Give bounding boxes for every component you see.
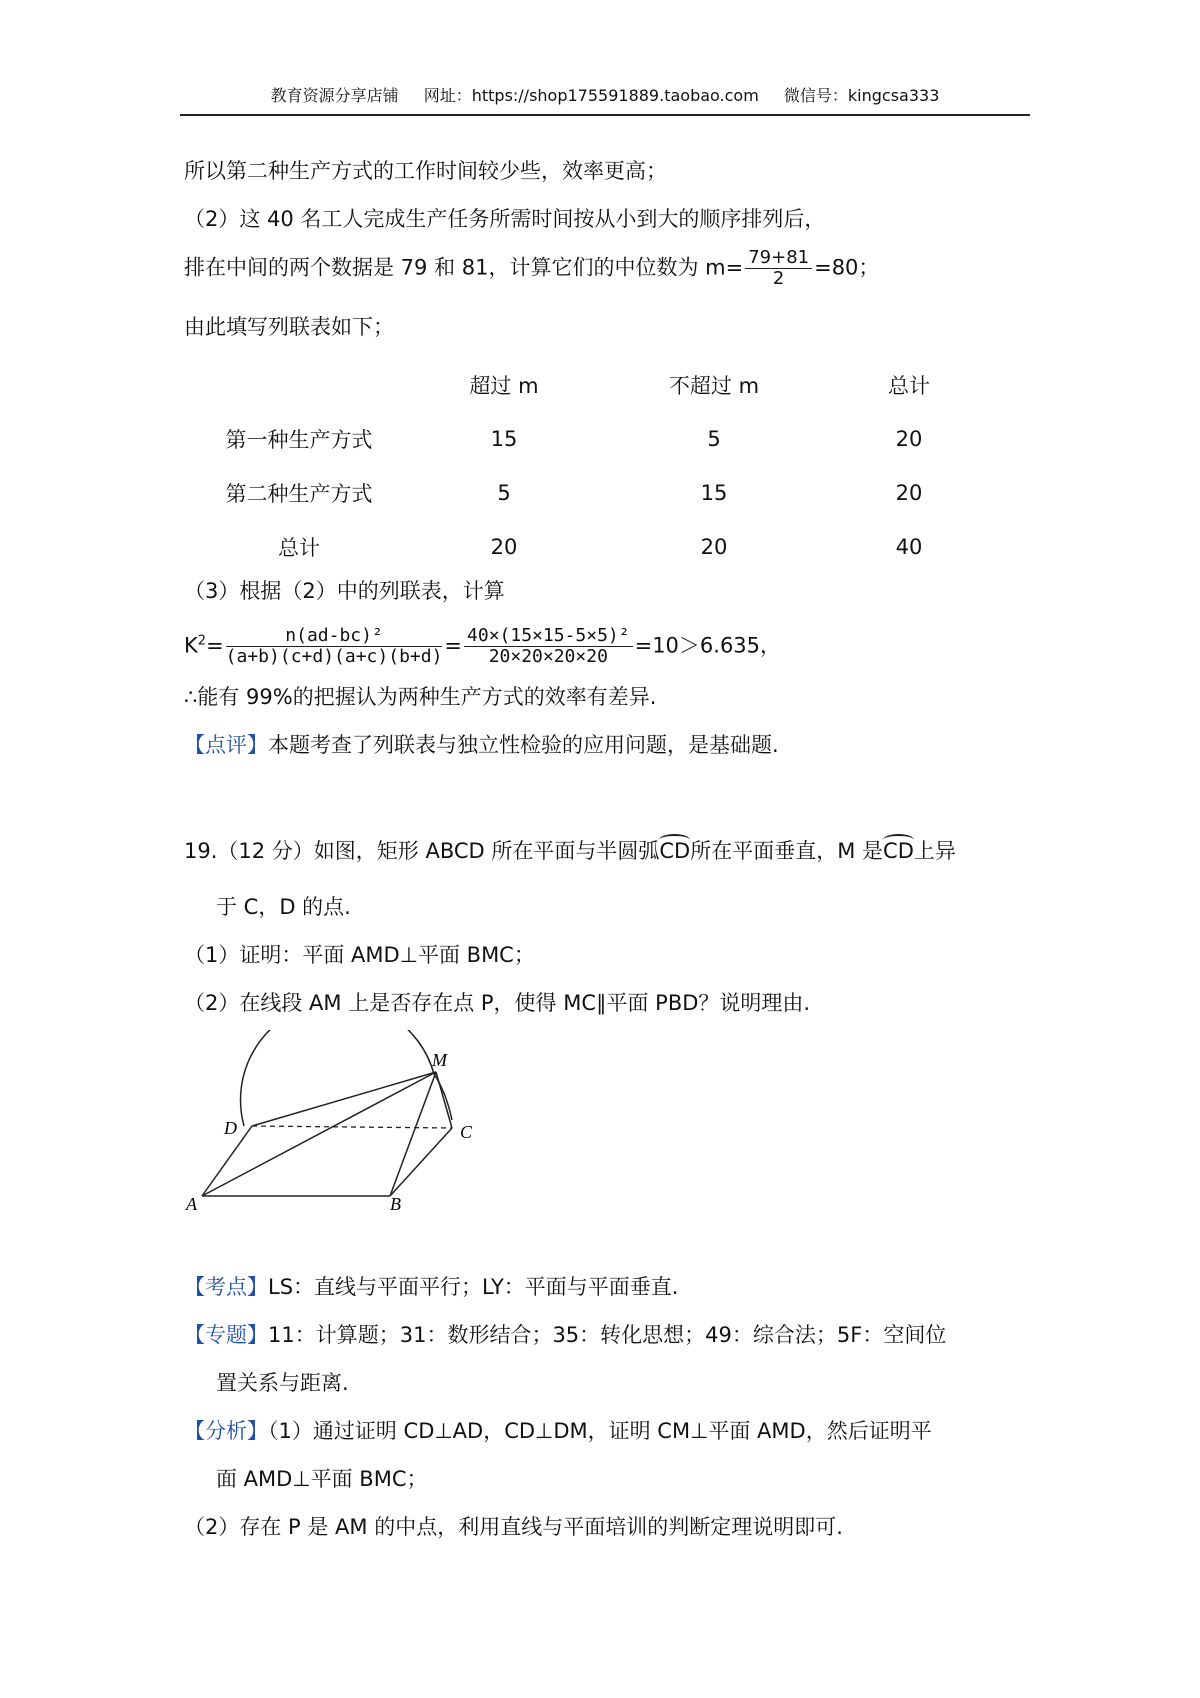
k2-general-fraction [226, 626, 443, 667]
k2-general-denominator: (a+b)(c+d)(a+c)(b+d) [225, 646, 443, 667]
edge-cm [436, 1072, 452, 1128]
geometry-figure [184, 1030, 484, 1224]
k2-exponent: 2 [197, 633, 207, 649]
table-cell: 总计 [278, 536, 320, 560]
q19-text-a: 19.（12 分）如图，矩形 ABCD 所在平面与半圆弧 [184, 839, 660, 863]
fenxi-tag: 【分析】 [184, 1419, 268, 1443]
text-line-4: 由此填写列联表如下； [184, 315, 394, 339]
text-line-2: （2）这 40 名工人完成生产任务所需时间按从小到大的顺序排列后， [184, 207, 826, 231]
text-line-median [184, 248, 879, 289]
k2-formula [184, 626, 781, 667]
shop-url: 网址：https://shop175591889.taobao.com [423, 86, 759, 105]
k2-numeric-numerator: 40×(15×15-5×5)² [464, 626, 633, 647]
conclusion-line: ∴能有 99%的把握认为两种生产方式的效率有差异. [184, 685, 657, 709]
table-header: 超过 m [469, 374, 539, 398]
edge-bc [390, 1128, 452, 1196]
q19-part-1: （1）证明：平面 AMD⊥平面 BMC； [184, 943, 535, 967]
table-cell: 15 [700, 481, 728, 505]
k2-equals: = [206, 633, 224, 658]
median-result: =80； [814, 255, 880, 280]
median-text: 排在中间的两个数据是 79 和 81，计算它们的中位数为 m= [184, 255, 744, 280]
table-cell: 20 [490, 535, 518, 559]
q19-continuation: 于 C，D 的点. [216, 895, 351, 919]
zhuanti-continuation: 置关系与距离. [216, 1371, 349, 1395]
k2-result: =10＞6.635， [634, 633, 782, 658]
fenxi-line [184, 1416, 932, 1446]
review-line [184, 730, 779, 760]
table-cell: 20 [895, 481, 923, 505]
median-numerator: 79+81 [745, 248, 812, 269]
label-a: A [186, 1194, 197, 1214]
edge-bm [390, 1072, 436, 1196]
kaodian-line [184, 1272, 678, 1302]
q19-part-2: （2）在线段 AM 上是否存在点 P，使得 MC∥平面 PBD？说明理由. [184, 991, 811, 1015]
edge-dm [252, 1072, 436, 1126]
table-cell: 20 [895, 427, 923, 451]
kaodian-tag: 【考点】 [184, 1275, 268, 1299]
q19-text-c: 上异 [913, 839, 956, 863]
label-m: M [432, 1050, 447, 1070]
median-denominator: 2 [772, 268, 785, 289]
table-cell: 第二种生产方式 [225, 482, 373, 506]
text-line-1: 所以第二种生产方式的工作时间较少些，效率更高； [184, 159, 667, 183]
table-cell: 5 [497, 481, 511, 505]
table-cell: 20 [700, 535, 728, 559]
table-header-row [184, 358, 984, 412]
table-row [184, 520, 984, 574]
zhuanti-line [184, 1320, 946, 1350]
q19-text-b: 所在平面垂直，M 是 [690, 839, 884, 863]
wechat-id: 微信号：kingcsa333 [783, 86, 940, 105]
zhuanti-tag: 【专题】 [184, 1323, 268, 1347]
review-tag: 【点评】 [184, 733, 268, 757]
table-cell: 40 [895, 535, 923, 559]
zhuanti-text: 11：计算题；31：数形结合；35：转化思想；49：综合法；5F：空间位 [268, 1323, 947, 1347]
table-header [184, 358, 414, 412]
fenxi-part-2: （2）存在 P 是 AM 的中点，利用直线与平面培训的判断定理说明即可. [184, 1515, 843, 1539]
edge-am [202, 1072, 436, 1196]
semicircle-arc [241, 1030, 434, 1126]
table-header: 不超过 m [668, 374, 760, 398]
fenxi-text: （1）通过证明 CD⊥AD，CD⊥DM，证明 CM⊥平面 AMD，然后证明平 [268, 1419, 932, 1443]
label-d: D [224, 1118, 237, 1138]
shop-name: 教育资源分享店铺 [270, 86, 399, 105]
arc-cd-symbol: CD [659, 836, 690, 866]
table-row [184, 466, 984, 520]
table-cell: 15 [490, 427, 518, 451]
kaodian-text: LS：直线与平面平行；LY：平面与平面垂直. [268, 1275, 679, 1299]
table-row [184, 412, 984, 466]
label-c: C [460, 1122, 473, 1142]
label-b: B [390, 1194, 401, 1214]
k2-numeric-fraction [464, 626, 633, 667]
review-text: 本题考查了列联表与独立性检验的应用问题，是基础题. [268, 733, 779, 757]
table-cell: 5 [707, 427, 721, 451]
table-cell: 第一种生产方式 [225, 428, 373, 452]
question-19 [184, 836, 956, 866]
text-line-5: （3）根据（2）中的列联表，计算 [184, 579, 505, 603]
fenxi-continuation: 面 AMD⊥平面 BMC； [216, 1467, 428, 1491]
arc-cd-symbol: CD [883, 836, 914, 866]
page-header [180, 84, 1030, 116]
geometry-diagram [184, 1030, 484, 1220]
k2-symbol: K [184, 633, 198, 658]
k2-numeric-denominator: 20×20×20×20 [488, 646, 608, 667]
k2-equals-2: = [444, 633, 463, 658]
k2-general-numerator: n(ad-bc)² [226, 626, 443, 647]
edge-dc-dashed [252, 1126, 452, 1128]
median-fraction [745, 248, 812, 289]
table-header: 总计 [888, 374, 930, 398]
contingency-table [184, 358, 984, 574]
